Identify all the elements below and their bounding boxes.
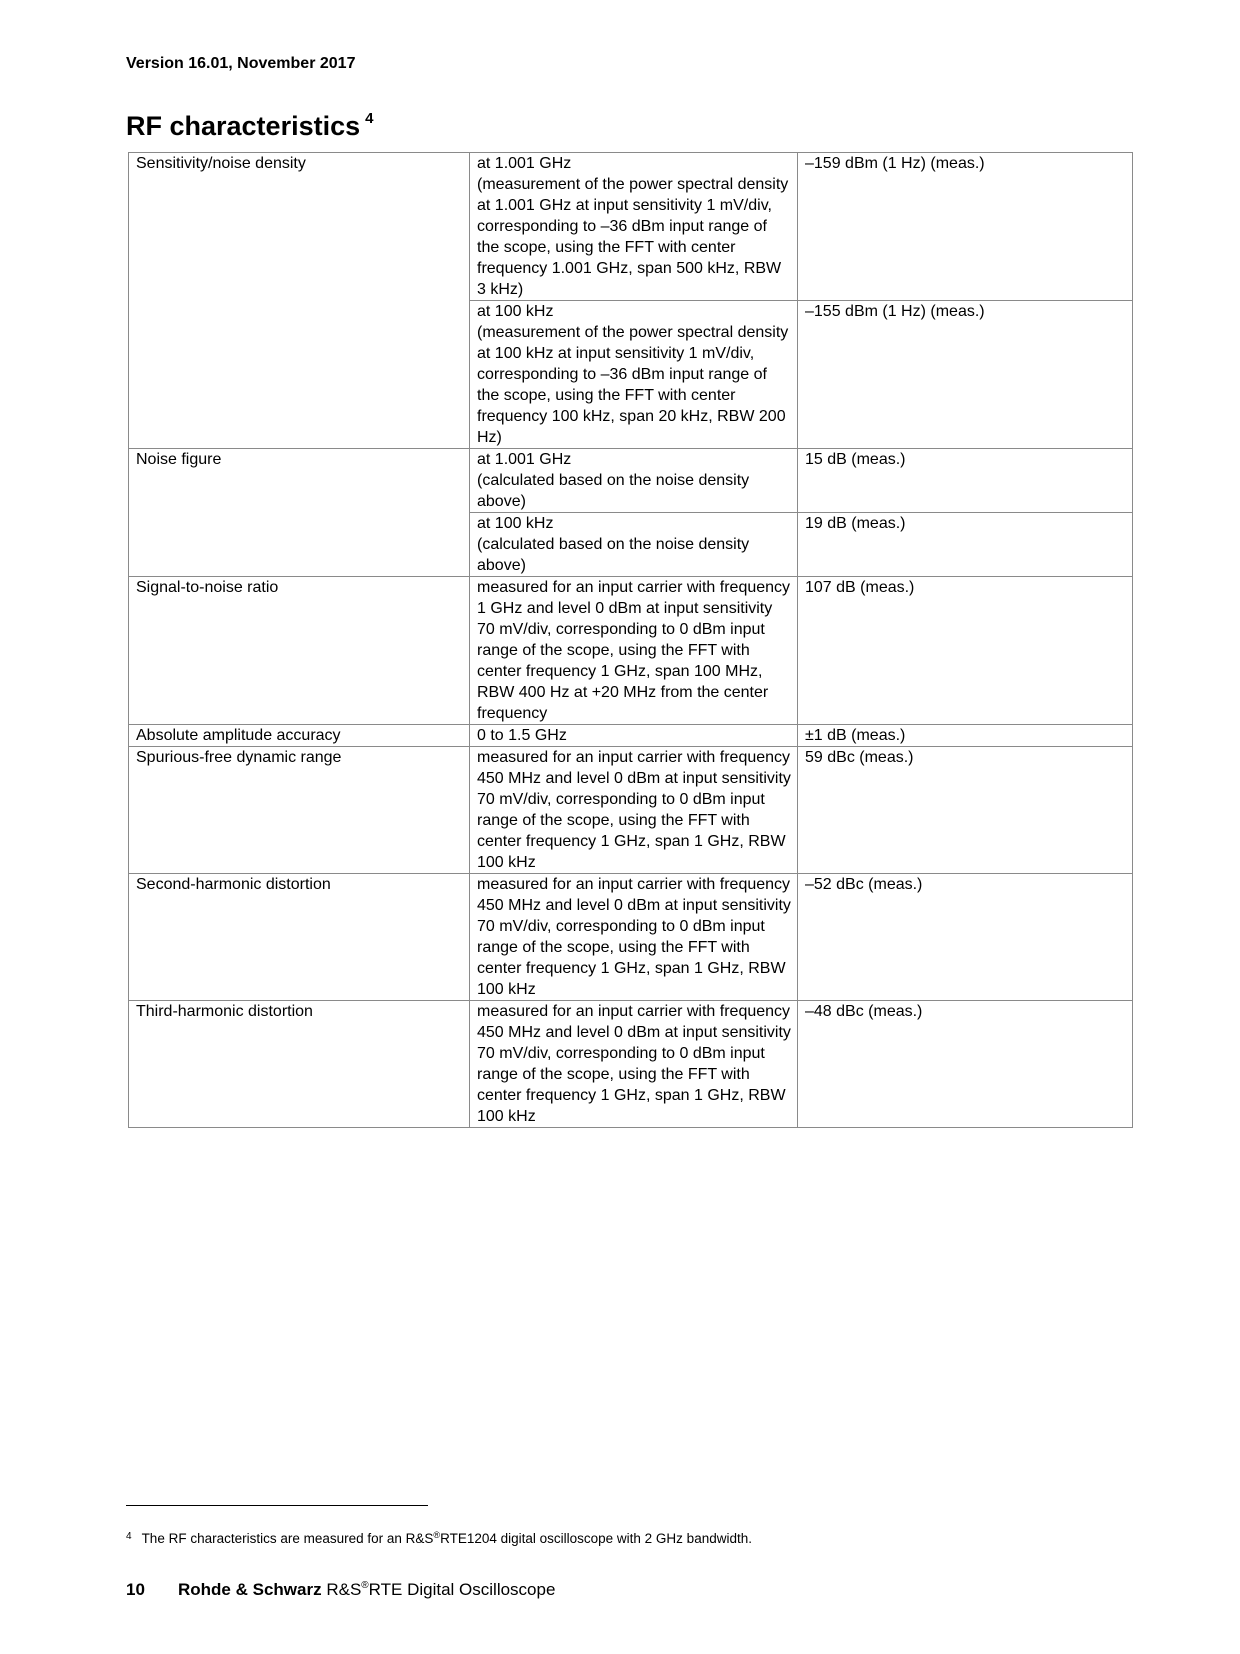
condition-cell: at 100 kHz (calculated based on the noise density above) (470, 513, 798, 577)
section-title-text: RF characteristics (126, 111, 361, 141)
table-row (129, 577, 1133, 725)
parameter-cell: Second-harmonic distortion (129, 874, 470, 1001)
product-name: RTE Digital Oscilloscope (368, 1580, 556, 1599)
parameter-cell: Signal-to-noise ratio (129, 577, 470, 725)
condition-cell: 0 to 1.5 GHz (470, 725, 798, 747)
condition-cell: measured for an input carrier with frequency 450 MHz and level 0 dBm at input sensitivity 70 mV/div, corresponding to 0 dBm input range of the scope, using the FFT with center frequency 1 GHz, span 1 GHz, RBW 100 kHz (470, 747, 798, 874)
footnote-text-end: RTE1204 digital oscilloscope with 2 GHz bandwidth. (440, 1531, 752, 1546)
value-cell: –48 dBc (meas.) (798, 1001, 1133, 1128)
section-title (126, 110, 373, 142)
value-cell: 107 dB (meas.) (798, 577, 1133, 725)
condition-cell: measured for an input carrier with frequency 1 GHz and level 0 dBm at input sensitivity 70 mV/div, corresponding to 0 dBm input range of the scope, using the FFT with center frequency 1 GHz, span 100 MHz, RBW 400 Hz at +20 MHz from the center frequency (470, 577, 798, 725)
value-cell: 15 dB (meas.) (798, 449, 1133, 513)
parameter-cell: Sensitivity/noise density (129, 153, 470, 449)
condition-cell: measured for an input carrier with frequency 450 MHz and level 0 dBm at input sensitivity 70 mV/div, corresponding to 0 dBm input range of the scope, using the FFT with center frequency 1 GHz, span 1 GHz, RBW 100 kHz (470, 1001, 798, 1128)
page-number: 10 (126, 1580, 145, 1599)
value-cell: ±1 dB (meas.) (798, 725, 1133, 747)
rf-characteristics-table (128, 152, 1133, 1128)
condition-cell: measured for an input carrier with frequency 450 MHz and level 0 dBm at input sensitivity 70 mV/div, corresponding to 0 dBm input range of the scope, using the FFT with center frequency 1 GHz, span 1 GHz, RBW 100 kHz (470, 874, 798, 1001)
parameter-cell: Noise figure (129, 449, 470, 577)
table-row (129, 874, 1133, 1001)
product-prefix: R&S (326, 1580, 362, 1599)
footnote-number: 4 (126, 1531, 132, 1542)
footnote (126, 1530, 752, 1546)
footnote-divider (126, 1505, 428, 1506)
version-line: Version 16.01, November 2017 (126, 55, 356, 72)
value-cell: –52 dBc (meas.) (798, 874, 1133, 1001)
table-row (129, 725, 1133, 747)
condition-cell: at 100 kHz (measurement of the power spectral density at 100 kHz at input sensitivity 1 mV/div, corresponding to –36 dBm input range of the scope, using the FFT with center frequency 100 kHz, span 20 kHz, RBW 200 Hz) (470, 301, 798, 449)
condition-cell: at 1.001 GHz (measurement of the power spectral density at 1.001 GHz at input sensitivity 1 mV/div, corresponding to –36 dBm input range of the scope, using the FFT with center frequency 1.001 GHz, span 500 kHz, RBW 3 kHz) (470, 153, 798, 301)
value-cell: 59 dBc (meas.) (798, 747, 1133, 874)
parameter-cell: Spurious-free dynamic range (129, 747, 470, 874)
footnote-reference: 4 (365, 110, 374, 127)
condition-cell: at 1.001 GHz (calculated based on the noise density above) (470, 449, 798, 513)
value-cell: 19 dB (meas.) (798, 513, 1133, 577)
parameter-cell: Absolute amplitude accuracy (129, 725, 470, 747)
value-cell: –159 dBm (1 Hz) (meas.) (798, 153, 1133, 301)
registered-mark: ® (433, 1530, 441, 1540)
value-cell: –155 dBm (1 Hz) (meas.) (798, 301, 1133, 449)
parameter-cell: Third-harmonic distortion (129, 1001, 470, 1128)
table-row (129, 747, 1133, 874)
table-row (129, 1001, 1133, 1128)
company-name: Rohde & Schwarz (178, 1580, 322, 1599)
footnote-text-start: The RF characteristics are measured for an R&S (141, 1531, 434, 1546)
table-row (129, 153, 1133, 301)
page-footer (126, 1580, 555, 1600)
registered-mark: ® (361, 1580, 369, 1591)
table-row (129, 449, 1133, 513)
